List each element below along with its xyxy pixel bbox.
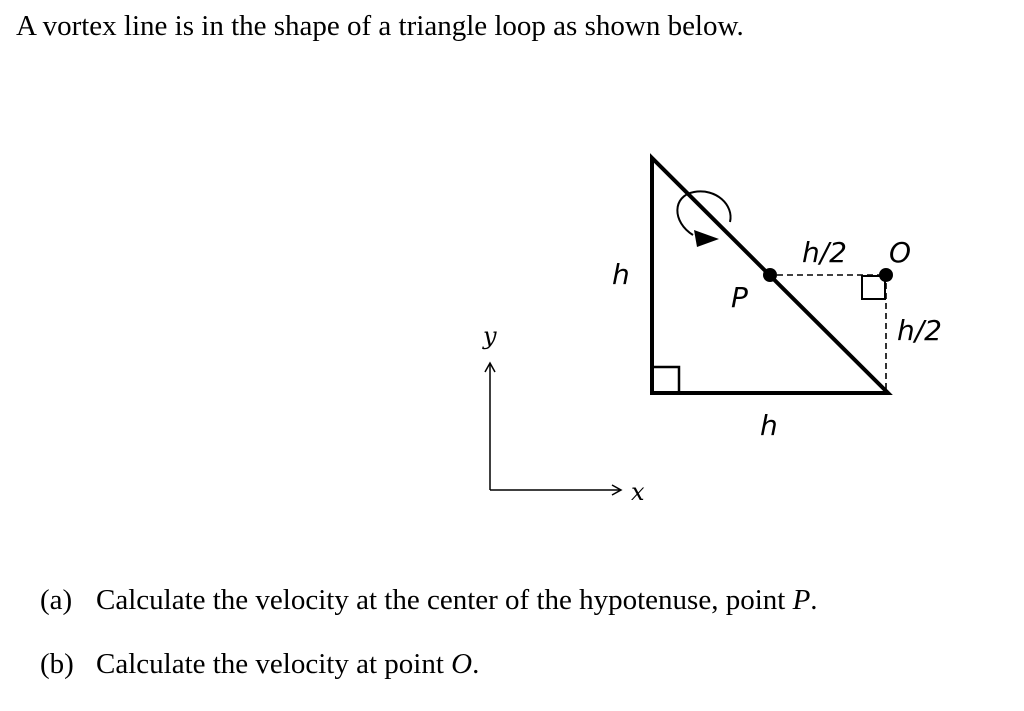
question-b-text: Calculate the velocity at point	[96, 648, 452, 680]
question-b	[40, 646, 479, 682]
question-a-point: P	[792, 584, 811, 616]
question-b-point: O	[451, 648, 473, 680]
label-vertical-side: h	[612, 258, 630, 291]
label-bottom-side: h	[760, 409, 778, 442]
problem-statement: A vortex line is in the shape of a triangle loop as shown below.	[16, 10, 744, 42]
question-a	[40, 582, 818, 618]
question-b-number: (b)	[40, 648, 74, 680]
question-a-period: .	[810, 584, 818, 616]
question-a-text: Calculate the velocity at the center of the hypotenuse, point	[96, 584, 793, 616]
label-point-p: P	[731, 281, 748, 314]
point-p-dot	[763, 268, 777, 282]
circulation-arrowhead-icon	[694, 230, 719, 247]
label-o-horizontal-distance: h/2	[802, 236, 847, 269]
question-b-period: .	[472, 648, 480, 680]
y-axis-label: y	[483, 322, 497, 350]
label-point-o: O	[889, 236, 912, 269]
label-o-vertical-distance: h/2	[897, 314, 942, 347]
question-a-number: (a)	[40, 584, 73, 616]
right-angle-marker	[652, 367, 679, 393]
x-axis-label: x	[631, 478, 645, 506]
